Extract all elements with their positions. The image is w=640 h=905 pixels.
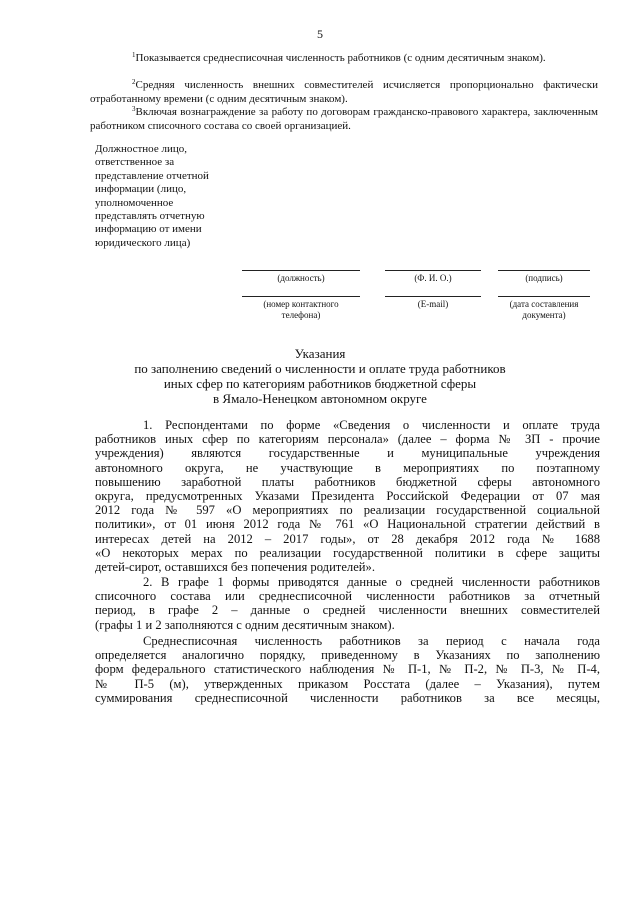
heading-line: иных сфер по категориям работников бюджетной сферы — [163, 376, 477, 391]
paragraph-line: учреждения) являются государственные и муниципальные учреждения — [95, 446, 600, 461]
phone-line — [242, 296, 360, 297]
paragraph-line: Среднесписочная численность работников за период с начала года — [143, 634, 600, 648]
phone-caption: (номер контактного телефона) — [263, 299, 339, 320]
signature-caption: (подпись) — [525, 273, 563, 283]
paragraph-line: 1. Респондентами по форме «Сведения о численности и оплате труда — [143, 418, 600, 432]
responsible-person-label: Должностное лицо, ответственное за представление отчетной информации (лицо, уполномоченное представлять отчетную информацию от имени юридического лица) — [95, 143, 209, 249]
footnote-mark: 1 — [132, 51, 136, 59]
footnote-mark: 3 — [132, 105, 136, 113]
email-line — [385, 296, 481, 297]
footnote-text: Средняя численность внешних совместителей исчисляется пропорционально фактически отработанному времени (с одним десятичным знаком). — [90, 79, 598, 105]
paragraph-line: списочного состава или среднесписочной численности работников за отчетный — [95, 589, 600, 604]
paragraph-line: автономного округа, не участвующие в мероприятиях по поэтапному — [95, 460, 600, 475]
paragraph-line: период, в графе 2 – данные о средней численности внешних совместителей — [95, 603, 600, 618]
heading-line: в Ямало-Ненецком автономном округе — [213, 391, 427, 406]
email-caption: (E-mail) — [417, 299, 449, 309]
name-caption: (Ф. И. О.) — [414, 273, 452, 283]
instructions-title: Указания — [294, 346, 346, 361]
paragraph-line: повышению заработной платы работников бюджетной сферы автономного — [95, 474, 600, 489]
paragraph-line: № П-5 (м), утвержденных приказом Росстата (далее – Указания), путем — [95, 676, 600, 691]
footnote-mark: 2 — [132, 78, 136, 86]
paragraph-3 — [95, 634, 600, 705]
paragraph-line: «О некоторых мерах по реализации государственной политики в сфере защиты — [95, 545, 600, 560]
paragraph-line: 2012 года № 597 «О мероприятиях по реализации государственной социальной — [95, 503, 600, 518]
signature-line — [498, 270, 590, 271]
page-number: 5 — [317, 27, 323, 41]
heading-line: по заполнению сведений о численности и оплате труда работников — [134, 361, 506, 376]
footnote-text: Показывается среднесписочная численность работников (с одним десятичным знаком). — [135, 52, 546, 64]
paragraph-line: форм федерального статистического наблюдения № П-1, № П-2, № П-3, № П-4, — [95, 662, 600, 677]
date-line — [498, 296, 590, 297]
paragraph-line: политики», от 01 июня 2012 года № 761 «О Национальной стратегии действий в — [95, 517, 600, 532]
position-signature-line — [242, 270, 360, 271]
instructions-heading — [100, 346, 540, 406]
paragraph-line: (графы 1 и 2 заполняются с одним десятичным знаком). — [95, 617, 395, 632]
footnote-text: Включая вознаграждение за работу по договорам гражданско-правового характера, заключенным работником списочного состава со своей организацией. — [90, 106, 598, 132]
name-signature-line — [385, 270, 481, 271]
position-caption: (должность) — [277, 273, 325, 283]
paragraph-line: округа, предусмотренных Указами Президента Российской Федерации от 07 мая — [95, 489, 600, 504]
date-caption: (дата составления документа) — [509, 299, 579, 320]
paragraph-line: детей-сирот, оставшихся без попечения родителей». — [95, 560, 375, 575]
paragraph-1 — [95, 418, 600, 574]
paragraph-line: 2. В графе 1 формы приводятся данные о средней численности работников — [143, 575, 600, 589]
paragraph-line: интересах детей на 2012 – 2017 годы», от 28 декабря 2012 года № 1688 — [95, 531, 600, 546]
footnote-1 — [90, 48, 598, 65]
footnote-3 — [90, 102, 598, 133]
paragraph-line: суммирования среднесписочной численности работников за все месяцы, — [95, 690, 600, 705]
paragraph-line: определяется аналогично порядку, приведенному в Указаниях по заполнению — [95, 648, 600, 663]
paragraph-2 — [95, 575, 600, 632]
paragraph-line: работников иных сфер по категориям персонала» (далее – форма № ЗП - прочие — [95, 432, 600, 447]
